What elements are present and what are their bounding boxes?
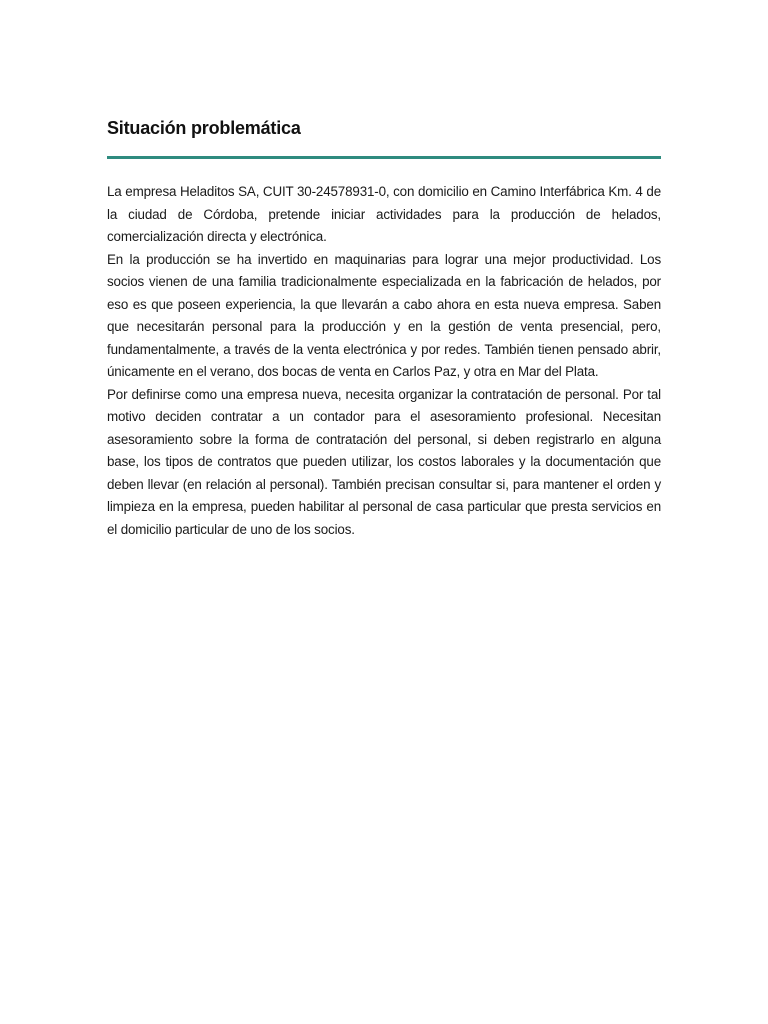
document-title: Situación problemática — [107, 118, 301, 138]
paragraph-2: En la producción se ha invertido en maquinarias para lograr una mejor productividad. Los socios vienen de una familia tradicionalmente especializada en la fabricación de helados, por eso es que poseen experiencia, la que llevarán a cabo ahora en esta nueva empresa. Saben que necesitarán personal para la producción y en la gestión de venta presencial, pero, fundamentalmente, a través de la venta electrónica y por redes. También tienen pensado abrir, únicamente en el verano, dos bocas de venta en Carlos Paz, y otra en Mar del Plata. — [107, 251, 661, 379]
document-body — [107, 181, 661, 541]
title-divider — [107, 156, 661, 159]
document-content — [107, 116, 661, 541]
paragraph-1: La empresa Heladitos SA, CUIT 30-24578931-0, con domicilio en Camino Interfábrica Km. 4 de la ciudad de Córdoba, pretende iniciar actividades para la producción de helados, comercialización directa y electrónica. — [107, 184, 661, 244]
paragraph-3: Por definirse como una empresa nueva, necesita organizar la contratación de personal. Por tal motivo deciden contratar a un contador para el asesoramiento profesional. Necesitan asesoramiento sobre la forma de contratación del personal, si deben registrarlo en alguna base, los tipos de contratos que pueden utilizar, los costos laborales y la documentación que deben llevar (en relación al personal). También precisan consultar si, para mantener el orden y limpieza en la empresa, pueden habilitar al personal de casa particular que presta servicios en el domicilio particular de uno de los socios. — [107, 386, 661, 537]
